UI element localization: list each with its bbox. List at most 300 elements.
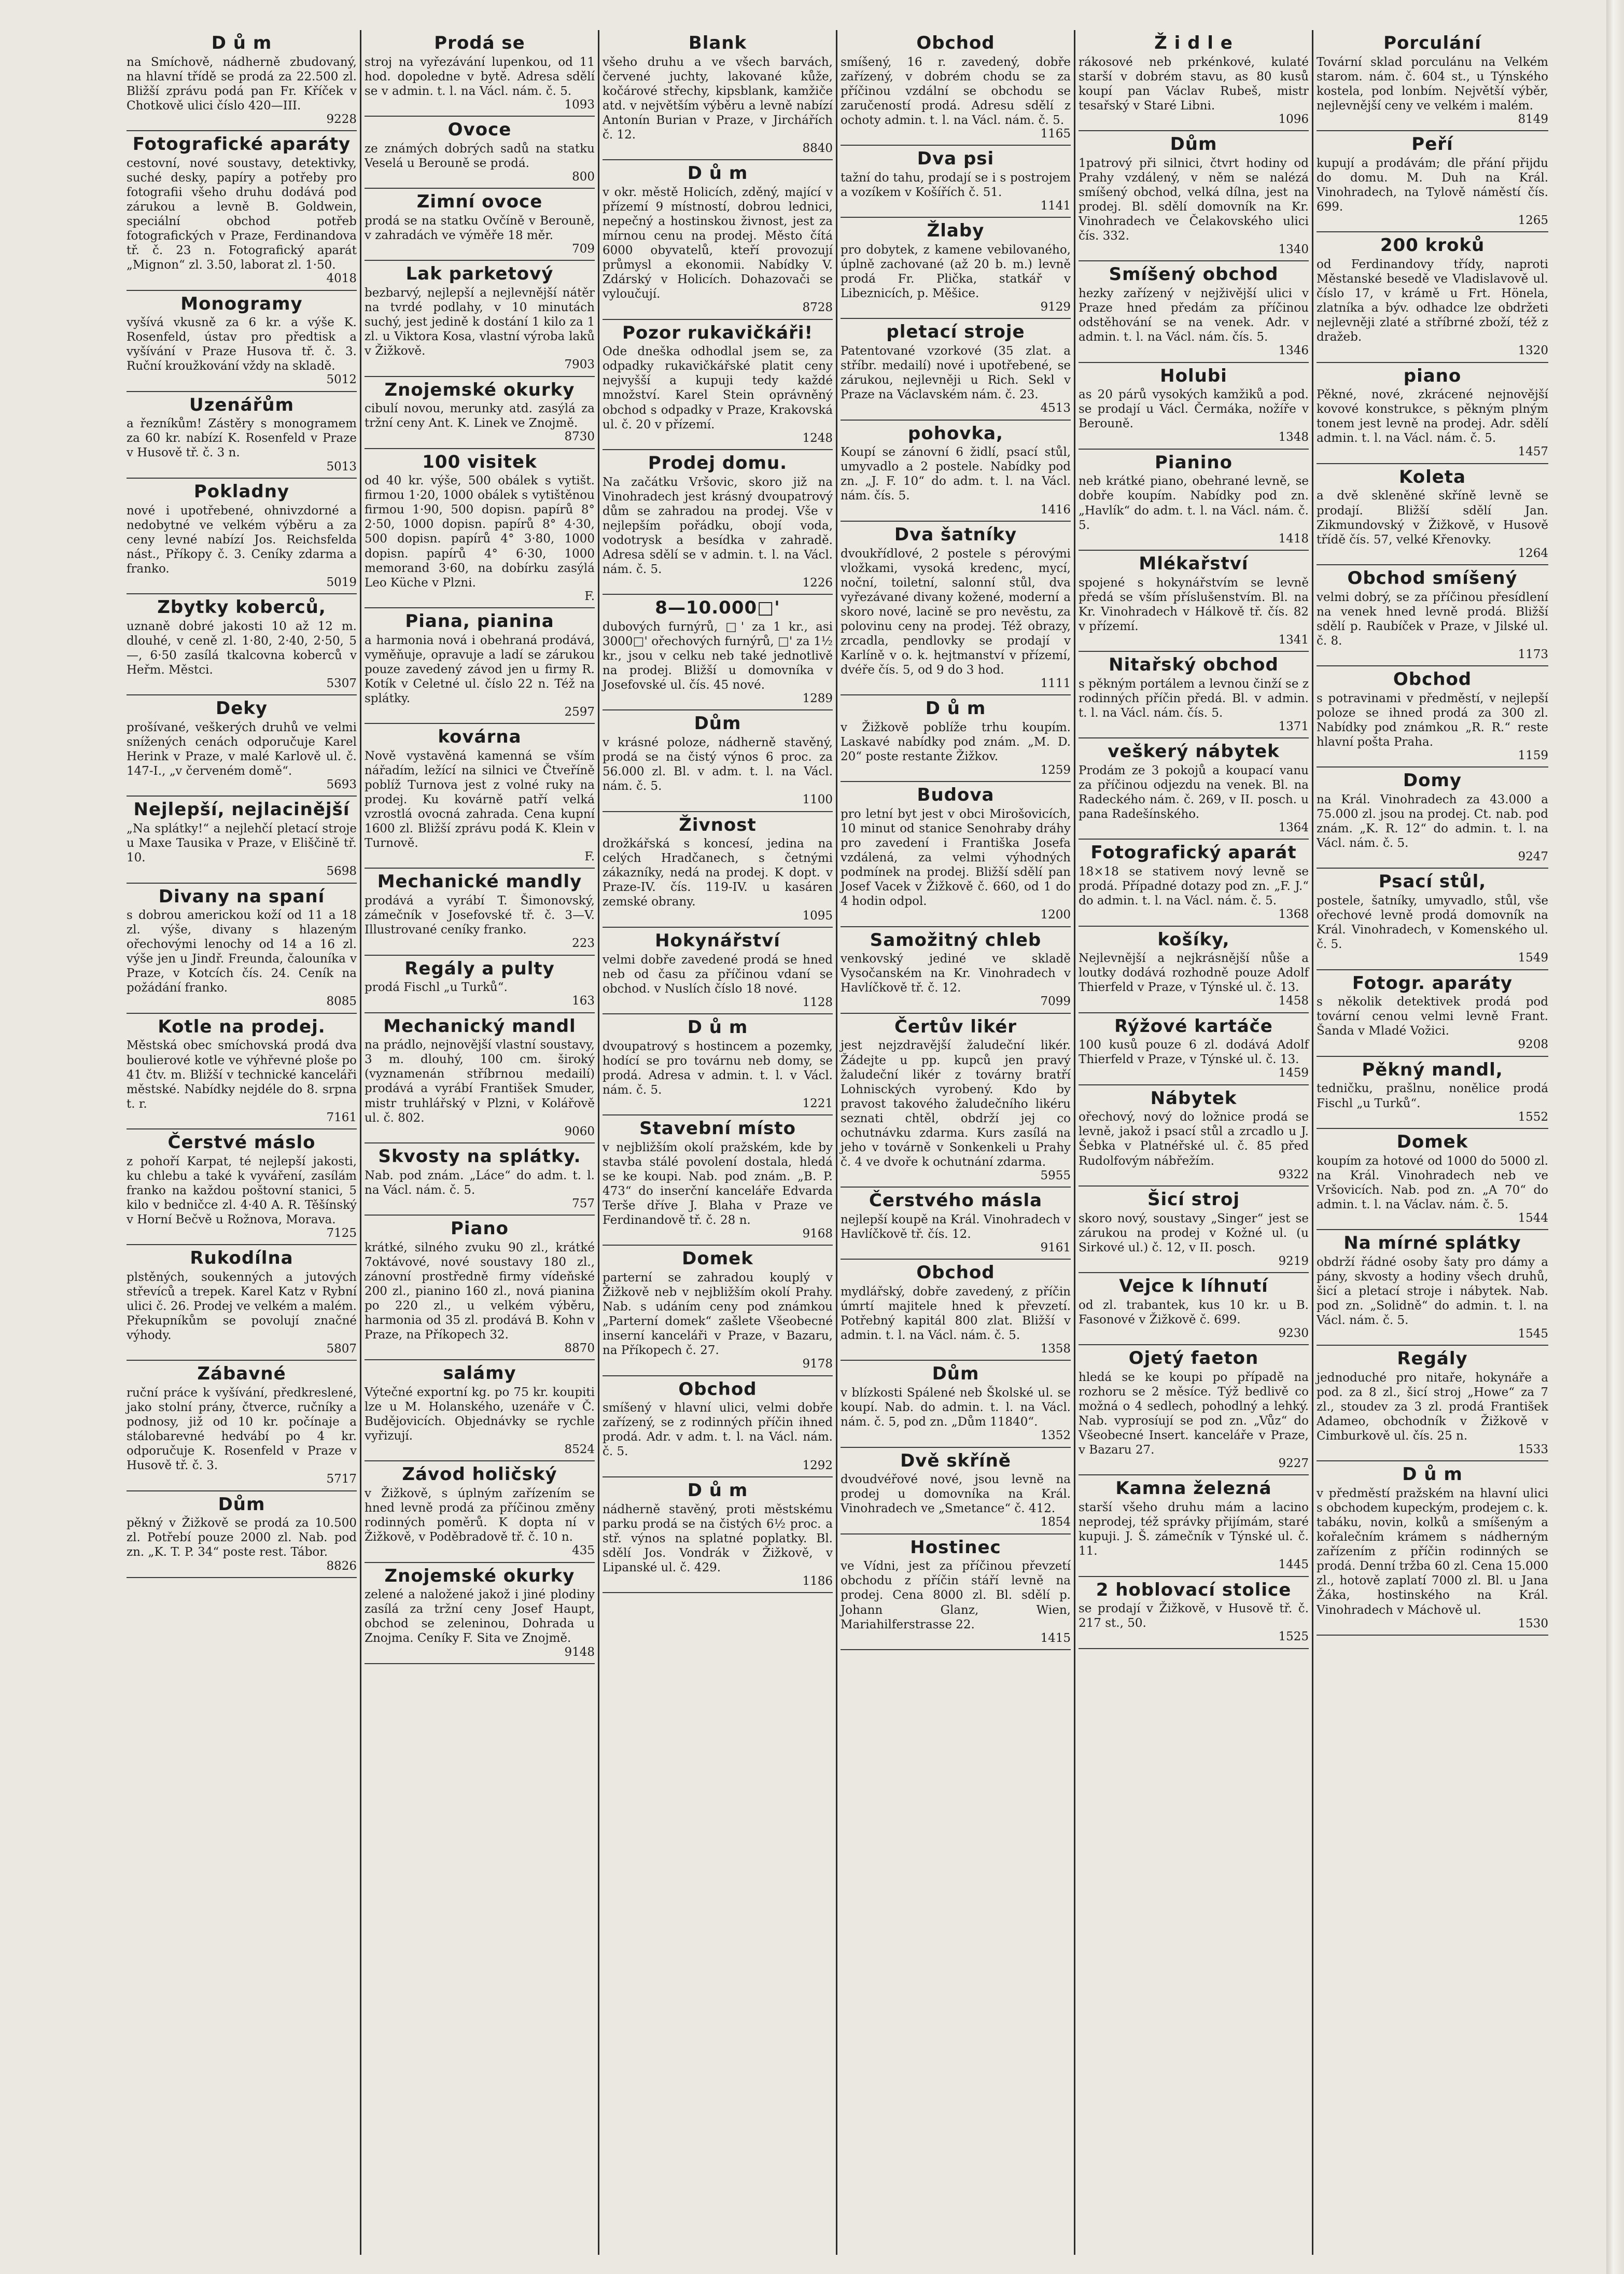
ad-body: s několik detektivek prodá pod tovární cenou velmi levně Frant. Šanda v Mladé Vožici. (1317, 995, 1548, 1038)
ad-body: kupují a prodávám; dle přání přijdu do domu. M. Duh na Král. Vinohradech, na Tylově náměstí čís. 699. (1317, 156, 1548, 214)
ad-heading: Čerstvé máslo (167, 1132, 316, 1153)
ad-heading: Obchod (916, 33, 995, 53)
classified-ad (841, 218, 1071, 319)
classified-ad (1079, 1475, 1309, 1577)
ad-number: 5019 (326, 575, 357, 589)
ad-body: pro letní byt jest v obci Mirošovicích, 10 minut od stanice Senohraby dráhy pro zavedení i Františka Josefa vzdálená, za velmi výhodných podmínek na prodej. Bližší sdělí pan Josef Vacek v Žižkově č. 660, od 1 do 4 hodin odpol. (841, 807, 1071, 909)
classified-ad (365, 724, 595, 869)
ad-body: smíšený v hlavní ulici, velmi dobře zařízený, se z rodinných příčin ihned prodá. Adr. v adm. t. l. na Václ. nám. č. 5. (603, 1401, 833, 1459)
classified-ad (603, 812, 833, 928)
classified-ad (603, 1246, 833, 1376)
ad-body: na Smíchově, nádherně zbudovaný, na hlavní třídě se prodá za 22.500 zl. Bližší zprávu podá pan Fr. Kříček v Chotkově ulici číslo 420—III. (127, 55, 357, 113)
ad-body: rákosové neb prkénkové, kulaté starší v dobrém stavu, as 80 kusů koupí pan Václav Rubeš, mistr tesařský v Staré Libni. (1079, 55, 1309, 113)
ad-heading: Monogramy (180, 293, 303, 314)
classified-ad (603, 710, 833, 812)
ad-body: 100 kusů pouze 6 zl. dodává Adolf Thierfeld v Praze, v Týnské ul. č. 13. (1079, 1038, 1309, 1067)
ad-heading: Lak parketový (405, 263, 554, 285)
classified-ad (1079, 1187, 1309, 1273)
classified-ad (841, 1361, 1071, 1447)
classified-ad (365, 1563, 595, 1664)
ad-number: 1371 (1278, 719, 1309, 733)
ad-body: prodá Fischl „u Turků“. (365, 981, 508, 995)
classified-ad (841, 146, 1071, 218)
column-4 (837, 30, 1075, 2255)
ad-body: Nejlevnější a nejkrásnější nůše a loutky dodává rozhodně pouze Adolf Thierfeld v Praze, v Týnské ul. č. 13. (1079, 952, 1309, 995)
ad-body: 1patrový při silnici, čtvrt hodiny od Prahy vzdálený, v něm se nalézá smíšený obchod, velká dílna, jest na prodej. Bl. sdělí domovník na Kr. Vinohradech ve Čelakovského ulici čís. 332. (1079, 156, 1309, 243)
ad-body: Prodám ze 3 pokojů a koupací vanu za příčinou odjezdu na venek. Bl. na Radeckého nám. č. 269, v II. posch. u pana Radešínského. (1079, 763, 1309, 821)
ad-number: 1854 (1040, 1515, 1071, 1529)
classified-ad (603, 928, 833, 1014)
ad-body: vyšívá vkusně za 6 kr. a výše K. Rosenfeld, ústav pro předtisk a vyšívání v Praze Husova tř. č. 3. Ruční kroužkování vždy na skladě. (127, 316, 357, 373)
ad-heading: Domek (682, 1248, 753, 1269)
classified-ad (127, 797, 357, 883)
ad-body: velmi dobře zavedené prodá se hned neb od času za příčinou vdaní se obchod. v Nuslích číslo 18 nové. (603, 953, 833, 996)
ad-number: 9230 (1278, 1326, 1309, 1340)
classified-ad (603, 595, 833, 710)
ad-heading: veškerý nábytek (1108, 741, 1280, 762)
classified-ad (127, 291, 357, 392)
ad-heading: Zbytky koberců, (157, 597, 326, 618)
ad-heading: Piano (450, 1218, 509, 1239)
ad-body: as 20 párů vysokých kamžiků a pod. se prodají u Václ. Čermáka, nožíře v Berouně. (1079, 388, 1309, 431)
ad-body: bezbarvý, nejlepší a nejlevnější nátěr na tvrdé podlahy, v 10 minutách suchý, jest jedině k dostání 1 kilo za 1 zl. u Viktora Kosa, vlastní výroba laků v Žižkově. (365, 286, 595, 358)
ad-body: drožkářská s koncesí, jedina na celých Hradčanech, s četnými zákazníky, nedá na prodej. K dopt. v Praze-IV. čís. 119-IV. u kasáren zemské obrany. (603, 837, 833, 909)
classified-ad (127, 131, 357, 290)
ad-heading: Mechanický mandl (383, 1015, 576, 1037)
ad-body: s pěkným portálem a levnou činží se z rodinných příčin předá. Bl. v admin. t. l. na Václ. nám. čís. 5. (1079, 677, 1309, 720)
classified-ad (127, 1491, 357, 1578)
ad-heading: Obchod (1393, 669, 1472, 690)
ad-number: 709 (572, 242, 595, 256)
ad-heading: Zimní ovoce (416, 191, 543, 213)
ad-number: 1552 (1518, 1110, 1548, 1124)
classified-ad (365, 608, 595, 724)
classified-ad (127, 884, 357, 1014)
ad-heading: Smíšený obchod (1109, 264, 1279, 285)
ad-number: 1186 (802, 1574, 833, 1588)
classified-ad (1317, 1230, 1548, 1346)
classified-ad (841, 30, 1071, 146)
ad-number: 1341 (1278, 633, 1309, 647)
ad-body: ruční práce k vyšívání, předkreslené, jako stolní prány, čtverce, ručníky a podnosy, již od 10 kr. počínaje a stálobarevné hedvábí po 4 kr. odporučuje K. Rosenfeld v Praze v Husově tř. č. 3. (127, 1386, 357, 1473)
ad-body: ořechový, nový do ložnice prodá se levně, jakož i psací stůl a zrcadlo u J. Šebka v Platnéřské ul. č. 85 před Rudolfovým nábřežím. (1079, 1110, 1309, 1168)
classified-ad (1079, 738, 1309, 840)
ad-heading: Rukodílna (190, 1248, 293, 1269)
ad-heading: kovárna (438, 727, 522, 748)
ad-number: 5807 (326, 1342, 357, 1356)
ad-heading: Prodej domu. (648, 452, 788, 473)
classified-ad (365, 869, 595, 955)
ad-number: 1348 (1278, 430, 1309, 444)
ad-heading: Piana, pianina (405, 610, 554, 632)
ad-number: 800 (572, 170, 595, 184)
ad-heading: Vejce k líhnutí (1119, 1276, 1268, 1296)
classified-ad (841, 782, 1071, 927)
ad-heading: D ů m (1402, 1464, 1463, 1485)
column-3 (599, 30, 837, 2255)
ad-body: venkovský jediné ve skladě Vysočanském na Kr. Vinohradech v Havlíčkově tř. č. 12. (841, 952, 1071, 995)
ad-body: Na začátku Vršovic, skoro již na Vinohradech jest krásný dvoupatrový dům se zahradou na prodej. Vše v nejlepším pořádku, obojí voda, vodotrysk a besídka v zahradě. Adresa sdělí se v admin. t. l. na Václ. nám. č. 5. (603, 475, 833, 576)
ad-body: 18×18 se stativem nový levně se prodá. Případné dotazy pod zn. „F. J.“ do admin. t. l. na Václ. nám. č. 5. (1079, 865, 1309, 908)
ad-body: s potravinami v předměstí, v nejlepší poloze se ihned prodá za 300 zl. Nabídky pod známkou „R. R.“ reste hlavní pošta Praha. (1317, 691, 1548, 749)
classified-ad (365, 1013, 595, 1143)
ad-heading: Regály (1397, 1348, 1468, 1370)
ad-body: obdrží řádné osoby šaty pro dámy a pány, skvosty a hodiny všech druhů, šicí a pletací stroje i nábytek. Nab. pod zn. „Solidně“ do admin. t. l. na Václ. nám. č. 5. (1317, 1255, 1548, 1327)
ad-heading: Divany na spaní (158, 886, 325, 907)
ad-number: 5013 (326, 459, 357, 473)
ad-heading: 8—10.000□' (655, 597, 780, 619)
ad-body: tedničku, prašlnu, nonělice prodá Fischl „u Turků“. (1317, 1082, 1548, 1110)
classified-ad (1317, 363, 1548, 464)
ad-body: v okr. městě Holicích, zděný, mající v přízemí 9 místností, dobrou lednici, nepečný a hostinskou živnost, jest za mírnou cenu na prodej. Město čítá 6000 obyvatelů, kteří provozují průmysl a ekonomii. Nabídky V. Zdárský v Holicích. Dohazovači se vyloučují. (603, 185, 833, 301)
ad-number: 1459 (1278, 1066, 1309, 1080)
ad-number: 5693 (326, 778, 357, 792)
ad-number: 163 (572, 994, 595, 1008)
classified-ad (841, 1188, 1071, 1260)
ad-number: 1292 (802, 1458, 833, 1472)
classified-ad (841, 1448, 1071, 1534)
ad-number: 1545 (1518, 1327, 1548, 1341)
ad-number: 1200 (1040, 908, 1071, 922)
ad-heading: Ovoce (447, 119, 512, 141)
classified-ad (603, 160, 833, 319)
classified-ad (365, 1360, 595, 1461)
ad-number: 1530 (1518, 1616, 1548, 1630)
classified-ad (841, 421, 1071, 522)
ad-number: 1264 (1518, 546, 1548, 560)
ad-body: pěkný v Žižkově se prodá za 10.500 zl. Potřebí pouze 2000 zl. Nab. pod zn. „K. T. P. 34“ poste rest. Tábor. (127, 1516, 357, 1559)
classified-ad (1317, 1346, 1548, 1461)
ad-body: Pěkné, nové, zkrácené nejnovější kovové konstrukce, s pěkným plným tonem jest levně na prodej. Adr. sdělí admin. t. l. na Václ. nám. č. 5. (1317, 388, 1548, 445)
ad-number: 1173 (1518, 647, 1548, 661)
ad-heading: Zábavné (197, 1363, 286, 1385)
ad-number: 2597 (564, 705, 595, 719)
ad-number: 9148 (564, 1645, 595, 1659)
ad-body: prodá se na statku Ovčíně v Berouně, v zahradách ve výměře 18 měr. (365, 214, 595, 242)
ad-heading: Znojemské okurky (384, 1565, 575, 1586)
classified-ad (365, 30, 595, 117)
ad-number: 1128 (802, 995, 833, 1009)
ad-number: 5012 (326, 373, 357, 387)
page-edge-shadow (1606, 0, 1624, 2274)
ad-heading: salámy (443, 1363, 516, 1384)
ad-body: cestovní, nové soustavy, detektivky, suché desky, papíry a potřeby pro fotografii všeho druhu dodává pod zárukou a levně B. Goldwein, speciální obchod potřeb fotografických v Praze, Ferdinandova tř. č. 23 n. Fotografický aparát „Mignon“ zl. 3.50, laborat zl. 1·50. (127, 156, 357, 272)
ad-body: v Žižkově, s úplným zařízením se hned levně prodá za příčinou změny rodinných poměrů. K dopta ní v Žižkově, v Poděbradově tř. č. 10 n. (365, 1487, 595, 1544)
ad-body: pro dobytek, z kamene vebilovaného, úplně zachované (až 20 b. m.) levně prodá Fr. Plička, statkář v Libeznicích, p. Měšice. (841, 243, 1071, 301)
classified-ads-page (123, 30, 1604, 2255)
ad-body: jednoduché pro nitaře, hokynáře a pod. za 8 zl., šicí stroj „Howe“ za 7 zl., stoudev za 3 zl. prodá František Adameo, obchodník v Žižkově v Cimburkově ul. čís. 25 n. (1317, 1371, 1548, 1443)
ad-number: 8149 (1518, 112, 1548, 126)
classified-ad (1079, 551, 1309, 652)
classified-ad (1317, 666, 1548, 768)
ad-body: Tovární sklad porculánu na Velkém starom. nám. č. 604 st., u Týnského kostela, pod lonbím. Největší výběr, nejlevnější ceny ve velkém i malém. (1317, 55, 1548, 113)
ad-heading: D ů m (687, 1480, 748, 1501)
ad-heading: D ů m (687, 163, 748, 184)
ad-body: s dobrou americkou koží od 11 a 18 zl. výše, divany s hlazeným ořechovými lenochy od 14 a 16 zl. výše jen u Jindř. Freunda, čalouníka v Praze, v Kotcích čís. 24. Ceník na požádání franko. (127, 909, 357, 995)
ad-number: 1457 (1518, 445, 1548, 459)
ad-heading: košíky, (1157, 929, 1230, 950)
ad-body: dvoupatrový s hostincem a pozemky, hodící se pro továrnu neb domy, se prodá. Adresa v admin. t. l. v Václ. nám. č. 5. (603, 1039, 833, 1097)
classified-ad (1079, 1345, 1309, 1475)
ad-body: zelené a naložené jakož i jiné plodiny zasílá za tržní ceny Josef Haupt, obchod se zeleninou, Dohrada u Znojma. Ceníky F. Sita ve Znojmě. (365, 1588, 595, 1645)
ad-heading: D ů m (925, 698, 986, 719)
ad-heading: Uzenářům (189, 394, 294, 415)
classified-ad (1317, 970, 1548, 1057)
ad-number: 1533 (1518, 1443, 1548, 1457)
classified-ad (1079, 1577, 1309, 1649)
ad-number: 8840 (802, 141, 833, 155)
ad-number: 1093 (564, 97, 595, 111)
ad-number: 9178 (802, 1357, 833, 1371)
ad-heading: Čerstvého másla (869, 1190, 1043, 1211)
classified-ad (841, 319, 1071, 420)
ad-body: a řezníkům! Zástěry s monogramem za 60 kr. nabízí K. Rosenfeld v Praze v Husově tř. č. 3 n. (127, 417, 357, 460)
classified-ad (365, 261, 595, 376)
ad-body: Patentované vzorkové (35 zlat. a stříbr. medailí) nové i upotřebené, se zárukou, nejlevněji u Rich. Sekl v Praze na Václavském nám. č. 23. (841, 344, 1071, 402)
classified-ad (365, 117, 595, 189)
classified-ad (365, 956, 595, 1013)
ad-number: 435 (572, 1544, 595, 1558)
ad-body: v blízkosti Spálené neb Školské ul. se koupí. Nab. do admin. t. l. na Václ. nám. č. 5, pod zn. „Dům 11840“. (841, 1386, 1071, 1429)
ad-number: 1368 (1278, 908, 1309, 922)
ad-body: postele, šatníky, umyvadlo, stůl, vše ořechové levně prodá domovník na Král. Vinohradech, v Komenského ul. č. 5. (1317, 894, 1548, 952)
ad-body: plstěných, soukenných a jutových střevíců a trepek. Karel Katz v Rybní ulici č. 26. Prodej ve velkém a malém. Překupníkům se povolují značné výhody. (127, 1270, 357, 1343)
ad-heading: Koleta (1398, 466, 1466, 487)
classified-ad (841, 695, 1071, 782)
ad-number: 9228 (326, 112, 357, 126)
ad-number: 1346 (1278, 344, 1309, 358)
classified-ad (365, 1216, 595, 1360)
ad-number: 1549 (1518, 951, 1548, 965)
ad-heading: Dům (218, 1494, 265, 1515)
ad-number: 5698 (326, 864, 357, 878)
ad-body: a harmonia nová i obehraná prodává, vyměňuje, opravuje a ladí se zárukou pouze zavedený závod jen u firmy R. Kotík v Celetné ul. číslo 22 n. Též na splátky. (365, 633, 595, 705)
ad-body: v krásné poloze, nádherně stavěný, prodá se na čistý výnos 6 proc. za 56.000 zl. Bl. v adm. t. l. na Václ. nám. č. 5. (603, 736, 833, 793)
ad-body: spojené s hokynářstvím se levně předá se vším příslušenstvím. Bl. na Kr. Vinohradech v Hálkově tř. čís. 82 v přízemí. (1079, 576, 1309, 633)
ad-body: krátké, silného zvuku 90 zl., krátké 7oktávové, nové soustavy 180 zl., zánovní prostředně firmy vídeňské 200 zl., pianino 160 zl., nová pianina po 220 zl., u velkém výběru, harmonia od 35 zl. prodává B. Kohn v Praze, na Příkopech 32. (365, 1240, 595, 1342)
classified-ad (603, 1115, 833, 1246)
ad-body: a dvě skleněné skříně levně se prodají. Bližší sdělí Jan. Zikmundovský v Žižkově, v Husově třídě čís. 57, velké Křenovky. (1317, 489, 1548, 547)
ad-heading: Regály a pulty (404, 958, 555, 979)
ad-heading: Prodá se (434, 33, 525, 53)
classified-ad (1079, 30, 1309, 131)
classified-ad (1079, 840, 1309, 926)
ad-heading: Dům (932, 1363, 979, 1385)
ad-number: 9129 (1040, 300, 1071, 314)
ad-body: prodává a vyrábí T. Šimonovský, zámečník v Josefovské tř. č. 3—V. Illustrované ceníky franko. (365, 894, 595, 937)
ad-body: Nově vystavěná kamenná se vším nářadím, ležící na silnici ve Čtveříně poblíž Turnova jest z volné ruky na prodej. Ku kovárně patří velká vzrostlá ovocná zahrada. Cena kupní 1600 zl. Bližší zprávu podá K. Klein v Turnově. (365, 749, 595, 850)
classified-ad (1317, 1461, 1548, 1635)
ad-heading: Domy (1403, 770, 1462, 791)
classified-ad (603, 450, 833, 595)
classified-ad (841, 522, 1071, 695)
ad-heading: 100 visitek (422, 451, 537, 472)
ad-number: 1458 (1278, 994, 1309, 1008)
classified-ad (1317, 768, 1548, 869)
ad-number: 1141 (1040, 199, 1071, 213)
ad-heading: D ů m (687, 1016, 748, 1038)
ad-number: 9208 (1518, 1038, 1548, 1052)
ad-number: 1226 (802, 576, 833, 590)
ad-number: 9227 (1278, 1457, 1309, 1471)
classified-ad (365, 1143, 595, 1216)
ad-number: 1364 (1278, 821, 1309, 835)
ad-number: 1358 (1040, 1342, 1071, 1356)
ad-heading: Blank (688, 33, 747, 53)
ad-heading: Dům (1170, 134, 1217, 155)
ad-heading: Mlékařství (1139, 553, 1249, 574)
ad-number: 9168 (802, 1227, 833, 1241)
ad-number: 1544 (1518, 1211, 1548, 1225)
ad-number: 1095 (802, 909, 833, 923)
ad-number: 1159 (1518, 749, 1548, 762)
classified-ad (1317, 464, 1548, 565)
ad-body: z pohoří Karpat, té nejlepší jakosti, ku chlebu a také k vyváření, zasílám franko na každou poštovní stanici, 5 kilo v bedničce zl. 4·40 A. R. Těšínský v Horní Bečvě u Rožnova, Morava. (127, 1154, 357, 1226)
ad-body: „Na splátky!“ a nejlehčí pletací stroje u Maxe Tausika v Praze, v Eliščině tř. 10. (127, 822, 357, 865)
ad-body: od zl. trabantek, kus 10 kr. u B. Fasonové v Žižkově č. 699. (1079, 1298, 1309, 1327)
classified-ad (1079, 1273, 1309, 1345)
ad-heading: Čertův likér (894, 1016, 1017, 1037)
ad-heading: pohovka, (908, 423, 1003, 444)
ad-number: 7161 (326, 1110, 357, 1124)
ad-heading: Kotle na prodej. (158, 1016, 326, 1037)
ad-number: 7125 (326, 1226, 357, 1240)
ad-heading: Holubi (1160, 365, 1227, 386)
classified-ad (1317, 131, 1548, 232)
ad-heading: Nejlepší, nejlacinější (133, 799, 350, 820)
ad-heading: Ž i d l e (1154, 33, 1233, 53)
classified-ad (1317, 869, 1548, 970)
classified-ad (1079, 261, 1309, 362)
classified-ad (127, 1129, 357, 1245)
classified-ad (1079, 363, 1309, 450)
ad-number: 1416 (1040, 503, 1071, 517)
classified-ad (841, 927, 1071, 1014)
classified-ad (1079, 652, 1309, 738)
ad-heading: Šicí stroj (1147, 1189, 1240, 1210)
ad-heading: Deky (215, 698, 268, 719)
column-6 (1313, 30, 1551, 2255)
ad-body: Koupí se zánovní 6 židlí, psací stůl, umyvadlo a 2 postele. Nabídky pod zn. „J. F. 10“ do adm. t. l. na Václ. nám. čís. 5. (841, 445, 1071, 503)
ad-heading: Domek (1396, 1131, 1468, 1152)
ad-heading: Obchod smíšený (1347, 567, 1518, 589)
ad-body: cibulí novou, merunky atd. zasýlá za tržní ceny Ant. K. Linek ve Znojmě. (365, 402, 595, 430)
ad-number: 1111 (1040, 676, 1071, 690)
ad-number: 1259 (1040, 763, 1071, 777)
ad-number: 8826 (326, 1559, 357, 1573)
ad-heading: 2 hoblovací stolice (1096, 1579, 1292, 1600)
ad-heading: piano (1403, 365, 1462, 386)
ad-body: se prodají v Žižkově, v Husově tř. č. 217 st., 50. (1079, 1602, 1309, 1630)
classified-ad (603, 30, 833, 160)
ad-body: ve Vídni, jest za příčinou převzetí obchodu z příčin stáří levně na prodej. Cena 8000 zl. Bl. sdělí p. Johann Glanz, Wien, Mariahilferstrasse 22. (841, 1559, 1071, 1631)
ad-heading: Pokladny (193, 481, 290, 502)
ad-heading: Obchod (678, 1378, 757, 1400)
classified-ad (1317, 565, 1548, 666)
ad-heading: Nitařský obchod (1109, 654, 1279, 676)
classified-ad (1079, 1085, 1309, 1187)
ad-number: 1221 (802, 1096, 833, 1110)
ad-body: v nejbližším okolí pražském, kde by stavba stálé povolení dostala, hledá se ke koupi. Nab. pod znám. „B. P. 473“ do inserční kanceláře Edvarda Terše dříve J. Blaha v Praze ve Ferdinandově tř. č. 28 n. (603, 1140, 833, 1227)
classified-ad (127, 1014, 357, 1129)
ad-body: dvoudvéřové nové, jsou levně na prodej u domovníka na Král. Vinohradech ve „Smetance“ č. 412. (841, 1473, 1071, 1516)
ad-number: 1418 (1278, 532, 1309, 546)
ad-body: neb krátké piano, obehrané levně, se dobře koupím. Nabídky pod zn. „Havlík“ do adm. t. l. na Václ. nám. č. 5. (1079, 475, 1309, 532)
ad-number: 8524 (564, 1443, 595, 1457)
classified-ad (603, 1376, 833, 1477)
ad-body: Nab. pod znám. „Láce“ do adm. t. l. na Václ. nám. č. 5. (365, 1168, 595, 1197)
ad-number: 9247 (1518, 850, 1548, 864)
ad-body: tažní do tahu, prodají se i s postrojem a vozíkem v Košířích č. 51. (841, 171, 1071, 199)
ad-body: ze známých dobrých sadů na statku Veselá u Berouně se prodá. (365, 142, 595, 170)
ad-heading: Dvě skříně (900, 1450, 1011, 1471)
ad-heading: pletací stroje (886, 322, 1025, 343)
ad-number: 5955 (1040, 1168, 1071, 1182)
classified-ad (127, 594, 357, 695)
ad-body: dubových furnýrů, □' za 1 kr., asi 3000□' ořechových furnýrů, □' za 1½ kr., jsou v celku neb také jednotlivě na prodej. Bližší u domovníka v Josefovské ul. čís. 45 nové. (603, 620, 833, 692)
ad-heading: Dům (694, 713, 741, 734)
ad-body: hledá se ke koupi po případě na rozhoru se 2 měsíce. Týž bedlivě co možná o 4 sedlech, pohodlný a lehký. Nab. vyprosíují se pod zn. „Vůz“ do Všeobecné Insert. kanceláře v Praze, v Bazaru 27. (1079, 1370, 1309, 1457)
ad-number: 1096 (1278, 112, 1309, 126)
classified-ad (127, 479, 357, 594)
ad-number: 1320 (1518, 344, 1548, 358)
classified-ad (365, 189, 595, 261)
classified-ad (841, 1014, 1071, 1188)
ad-heading: Závod holičský (402, 1464, 557, 1485)
ad-heading: Hokynářství (655, 930, 780, 951)
ad-heading: Skvosty na splátky. (378, 1146, 581, 1167)
classified-ad (365, 1461, 595, 1562)
column-1 (123, 30, 361, 2255)
ad-number: 5307 (326, 676, 357, 690)
ad-number: 4018 (326, 272, 357, 286)
ad-body: mydlářský, dobře zavedený, z příčin úmrtí majitele hned k převzetí. Potřebný kapitál 800 zlat. Bližší v admin. t. l. na Václ. nám. č. 5. (841, 1285, 1071, 1343)
ad-heading: Fotogr. aparáty (1352, 972, 1513, 994)
classified-ad (1079, 927, 1309, 1013)
ad-number: 7903 (564, 358, 595, 372)
ad-body: stroj na vyřezávání lupenkou, od 11 hod. dopoledne v bytě. Adresa sdělí se v admin. t. l. na Václ. nám. č. 5. (365, 55, 595, 98)
ad-number: 8870 (564, 1341, 595, 1355)
ad-body: uznaně dobré jakosti 10 až 12 m. dlouhé, v ceně zl. 1·80, 2·40, 2·50, 5—, 6·50 zasílá tkalcovna koberců v Heřm. Městci. (127, 619, 357, 677)
ad-heading: Živnost (679, 814, 757, 835)
ad-heading: Samožitný chleb (870, 929, 1042, 951)
classified-ad (127, 392, 357, 479)
ad-heading: Hostinec (910, 1537, 1001, 1558)
ad-heading: Psací stůl, (1378, 871, 1487, 892)
ad-heading: Dva psi (917, 148, 995, 170)
column-2 (361, 30, 599, 2255)
column-5 (1075, 30, 1313, 2255)
classified-ad (1079, 131, 1309, 261)
ad-number: 8728 (802, 301, 833, 315)
ad-body: starší všeho druhu mám a lacino neprodej, též správky přijímám, staré kupuji. J. Š. zámečník v Týnské ul. č. 11. (1079, 1501, 1309, 1558)
ad-body: Ode dneška odhodlal jsem se, za odpadky rukavičkářské platit ceny nejvyšší a kupuji tedy každé množství. Karel Stein oprávněný obchod s odpadky v Praze, Krakovská ul. č. 20 v přízemí. (603, 345, 833, 431)
ad-body: nejlepší koupě na Král. Vinohradech v Havlíčkově tř. čís. 12. (841, 1212, 1071, 1241)
ad-body: hezky zařízený v nejživější ulici v Praze hned předám za příčinou odstěhování se na venek. Adr. v admin. t. l. na Václ. nám. čís. 5. (1079, 287, 1309, 344)
ad-number: 9060 (564, 1124, 595, 1138)
ad-number: 9322 (1278, 1167, 1309, 1181)
ad-number: 9219 (1278, 1254, 1309, 1268)
classified-ad (365, 449, 595, 608)
ad-number: 1265 (1518, 214, 1548, 228)
ad-heading: 200 kroků (1380, 235, 1485, 256)
ad-number: 7099 (1040, 995, 1071, 1009)
classified-ad (127, 695, 357, 797)
ad-heading: Kamna železná (1115, 1478, 1272, 1499)
ad-heading: Nábytek (1150, 1087, 1237, 1109)
ad-number: 1445 (1278, 1558, 1309, 1572)
ad-number: 4513 (1040, 401, 1071, 415)
